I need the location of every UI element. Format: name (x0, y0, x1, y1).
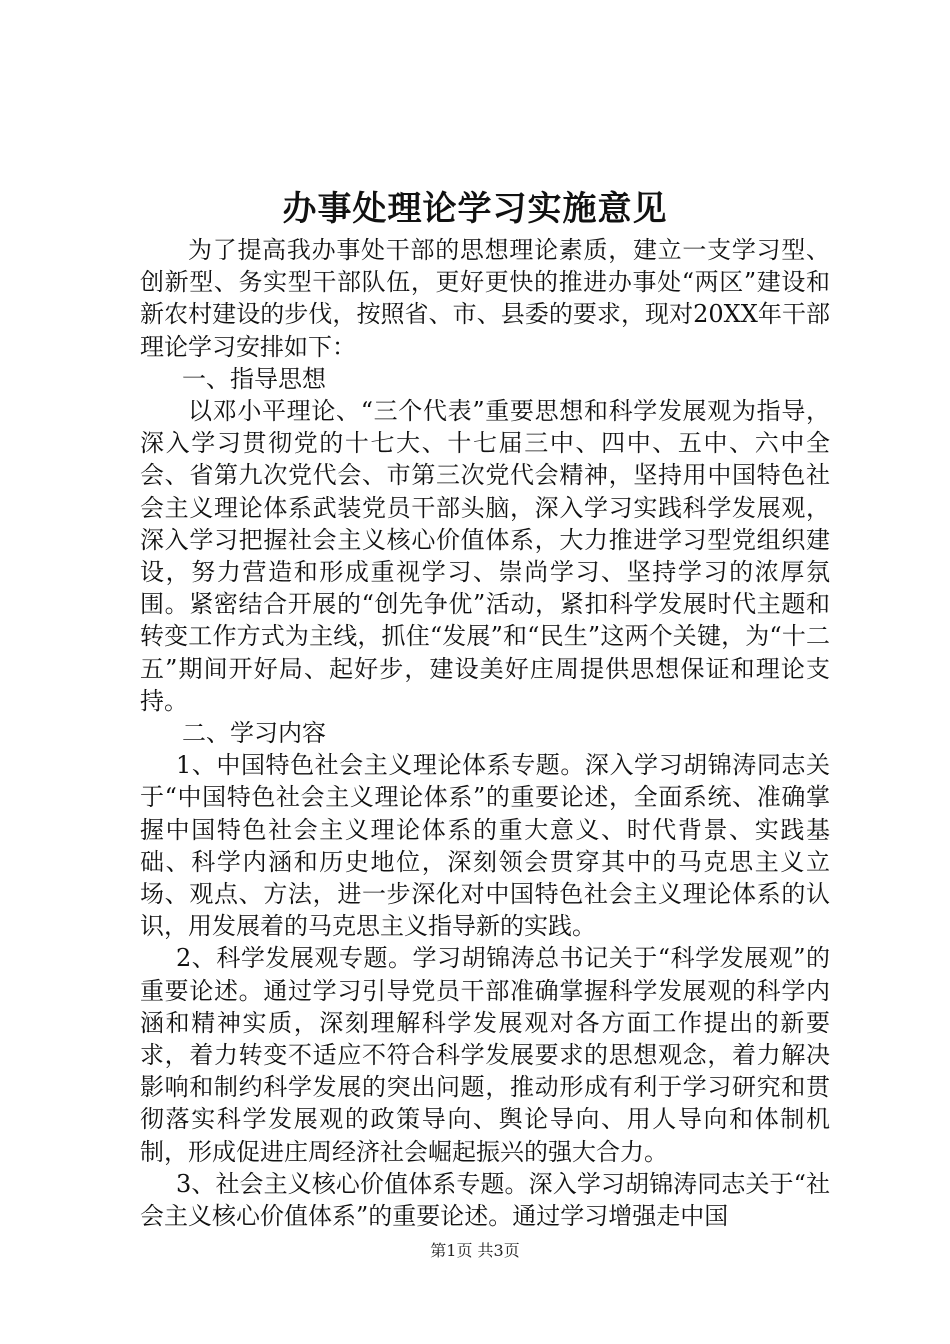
page-footer: 第1页 共3页 (430, 1241, 520, 1260)
study-item-3: 3、社会主义核心价值体系专题。深入学习胡锦涛同志关于“社会主义核心价值体系”的重要论述。通过学习增强走中国 (140, 1169, 830, 1231)
section-heading-guiding-thought: 一、指导思想 (182, 364, 326, 393)
study-item-1: 1、中国特色社会主义理论体系专题。深入学习胡锦涛同志关于“中国特色社会主义理论体系”的重要论述，全面系统、准确掌握中国特色社会主义理论体系的重大意义、时代背景、实践基础、科学内涵和历史地位，深刻领会贯穿其中的马克思主义立场、观点、方法，进一步深化对中国特色社会主义理论体系的认识，用发展着的马克思主义指导新的实践。 (140, 751, 830, 941)
document-body (140, 234, 830, 1232)
intro-paragraph: 为了提高我办事处干部的思想理论素质，建立一支学习型、创新型、务实型干部队伍，更好更快的推进办事处“两区”建设和新农村建设的步伐，按照省、市、县委的要求，现对20XX年干部理论学习安排如下： (140, 236, 830, 361)
section-heading-study-content: 二、学习内容 (182, 719, 326, 748)
study-item-2: 2、科学发展观专题。学习胡锦涛总书记关于“科学发展观”的重要论述。通过学习引导党员干部准确掌握科学发展观的科学内涵和精神实质，深刻理解科学发展观对各方面工作提出的新要求，着力转变不适应不符合科学发展要求的思想观念，着力解决影响和制约科学发展的突出问题，推动形成有利于学习研究和贯彻落实科学发展观的政策导向、舆论导向、用人导向和体制机制，形成促进庄周经济社会崛起振兴的强大合力。 (140, 944, 830, 1166)
guiding-thought-paragraph: 以邓小平理论、“三个代表”重要思想和科学发展观为指导，深入学习贯彻党的十七大、十七届三中、四中、五中、六中全会、省第九次党代会、市第三次党代会精神，坚持用中国特色社会主义理论体系武装党员干部头脑，深入学习实践科学发展观，深入学习把握社会主义核心价值体系，大力推进学习型党组织建设，努力营造和形成重视学习、崇尚学习、坚持学习的浓厚氛围。紧密结合开展的“创先争优”活动，紧扣科学发展时代主题和转变工作方式为主线，抓住“发展”和“民生”这两个关键，为“十二五”期间开好局、起好步，建设美好庄周提供思想保证和理论支持。 (140, 397, 830, 715)
document-title: 办事处理论学习实施意见 (282, 189, 668, 229)
